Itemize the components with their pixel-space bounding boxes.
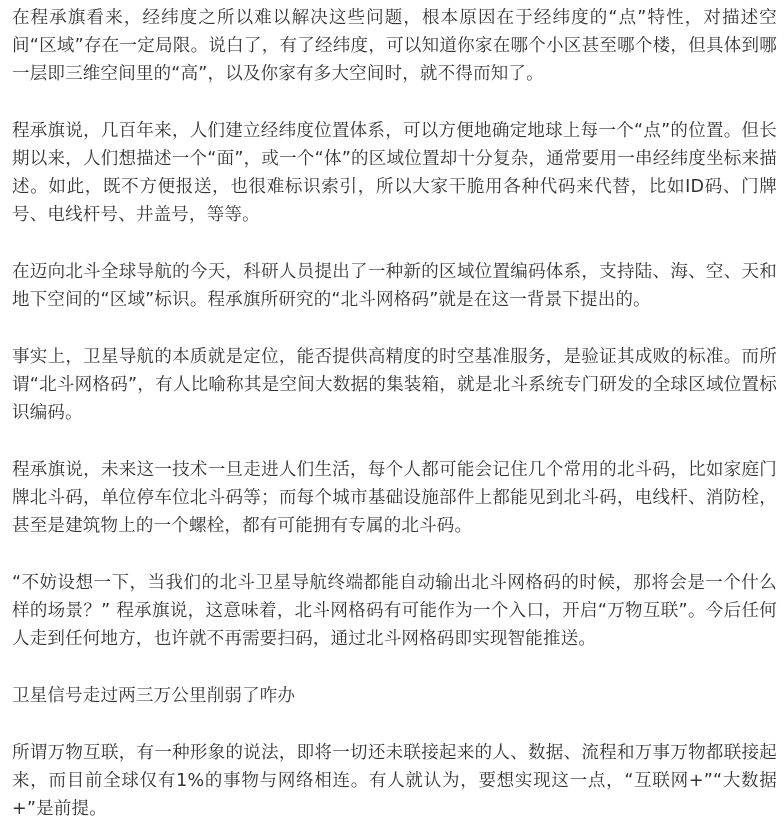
paragraph-5: 程承旗说，未来这一技术一旦走进人们生活，每个人都可能会记住几个常用的北斗码，比如家庭门牌北斗码，单位停车位北斗码等；而每个城市基础设施部件上都能见到北斗码，电线杆、消防栓，甚至是建筑物上的一个螺栓，都有可能拥有专属的北斗码。: [12, 460, 777, 536]
paragraph-3: 在迈向北斗全球导航的今天，科研人员提出了一种新的区域位置编码体系，支持陆、海、空、天和地下空间的“区域”标识。程承旗所研究的“北斗网格码”就是在这一背景下提出的。: [12, 262, 777, 310]
section-subheading: 卫星信号走过两三万公里削弱了咋办: [12, 686, 296, 706]
paragraph-7: 所谓万物互联，有一种形象的说法，即将一切还未联接起来的人、数据、流程和万事万物都联接起来，而目前全球仅有1%的事物与网络相连。有人就认为，要想实现这一点，“互联网+”“大数据+”是前提。: [12, 743, 777, 819]
paragraph-6: “不妨设想一下，当我们的北斗卫星导航终端都能自动输出北斗网格码的时候，那将会是一个什么样的场景？” 程承旗说，这意味着，北斗网格码有可能作为一个入口，开启“万物互联”。今后任何人走到任何地方，也许就不再需要扫码，通过北斗网格码即实现智能推送。: [12, 573, 777, 649]
article-body: [12, 4, 777, 823]
paragraph-1: 在程承旗看来，经纬度之所以难以解决这些问题，根本原因在于经纬度的“点”特性，对描述空间“区域”存在一定局限。说白了，有了经纬度，可以知道你家在哪个小区甚至哪个楼，但具体到哪一层即三维空间里的“高”，以及你家有多大空间时，就不得而知了。: [12, 8, 777, 84]
paragraph-2: 程承旗说，几百年来，人们建立经纬度位置体系，可以方便地确定地球上每一个“点”的位置。但长期以来，人们想描述一个“面”，或一个“体”的区域位置却十分复杂，通常要用一串经纬度坐标来描述。如此，既不方便报送，也很难标识索引，所以大家干脆用各种代码来代替，比如ID码、门牌号、电线杆号、井盖号，等等。: [12, 121, 777, 225]
paragraph-4: 事实上，卫星导航的本质就是定位，能否提供高精度的时空基准服务，是验证其成败的标准。而所谓“北斗网格码”，有人比喻称其是空间大数据的集装箱，就是北斗系统专门研发的全球区域位置标识编码。: [12, 347, 777, 423]
